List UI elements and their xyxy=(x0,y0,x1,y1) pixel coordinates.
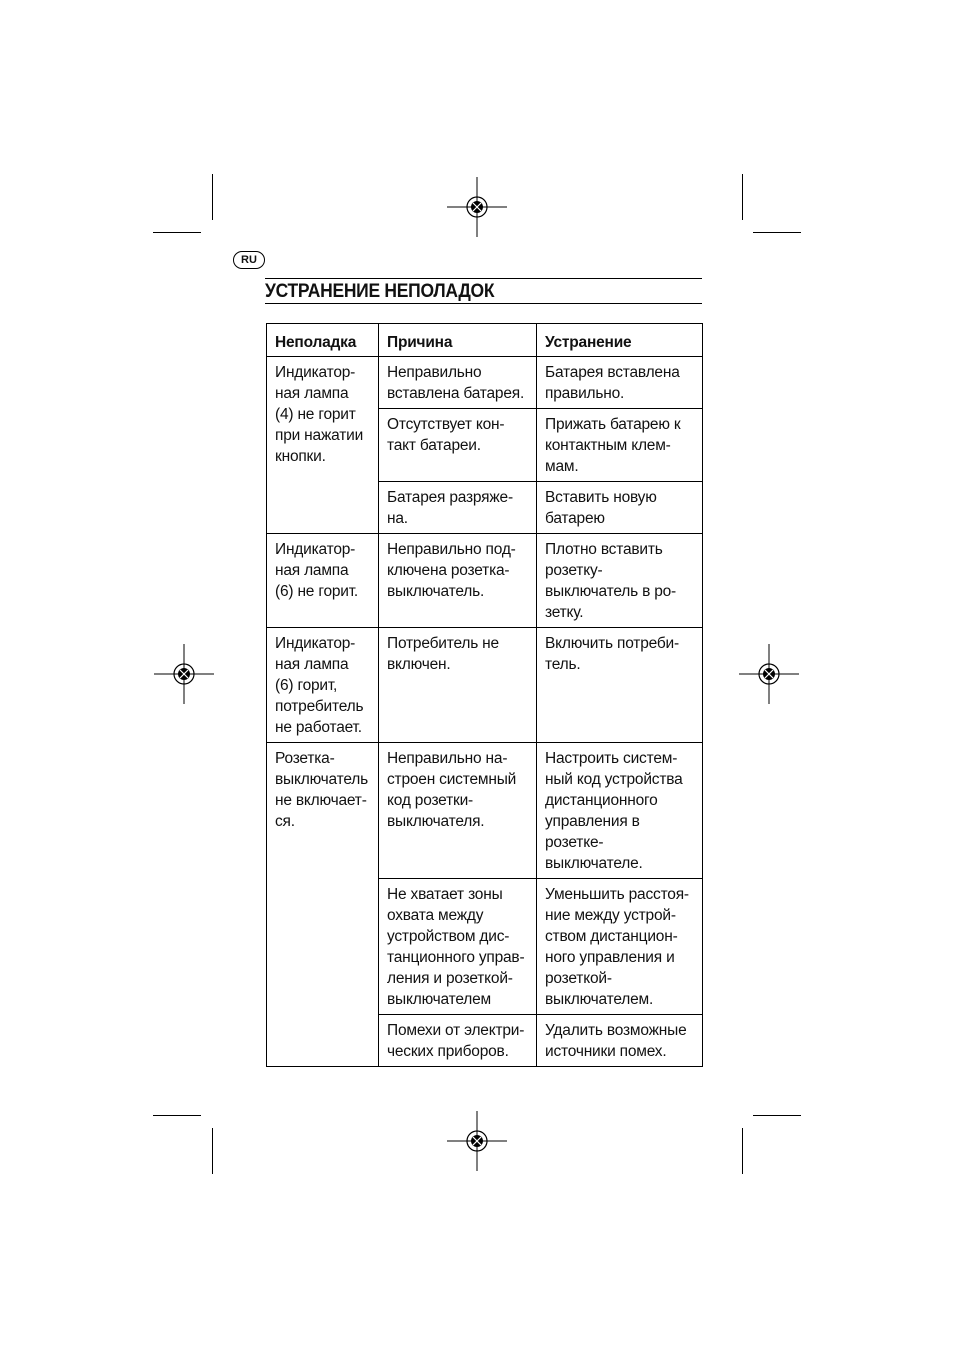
table-row xyxy=(267,743,703,879)
column-header-cause: Причина xyxy=(379,324,537,357)
section-title: УСТРАНЕНИЕ НЕПОЛАДОК xyxy=(265,281,495,302)
cause-cell: Неправильно на- строен системный код розетки- выключателя. xyxy=(379,743,537,879)
title-rule-bottom xyxy=(265,303,702,304)
remedy-cell: Батарея вставлена правильно. xyxy=(537,357,703,409)
remedy-cell: Включить потреби- тель. xyxy=(537,628,703,743)
crop-mark xyxy=(212,174,213,220)
table-row xyxy=(267,628,703,743)
registration-mark-icon xyxy=(447,1111,507,1171)
crop-mark xyxy=(742,174,743,220)
remedy-cell: Удалить возможные источники помех. xyxy=(537,1015,703,1067)
crop-mark xyxy=(153,232,201,233)
problem-cell: Индикатор- ная лампа (4) не горит при нажатии кнопки. xyxy=(267,357,379,534)
crop-mark xyxy=(753,232,801,233)
problem-cell: Индикатор- ная лампа (6) не горит. xyxy=(267,534,379,628)
remedy-cell: Настроить систем- ный код устройства дистанционного управления в розетке- выключателе. xyxy=(537,743,703,879)
crop-mark xyxy=(212,1128,213,1174)
remedy-cell: Уменьшить расстоя- ние между устрой- ством дистанцион- ного управления и розеткой- выключателем. xyxy=(537,879,703,1015)
cause-cell: Помехи от электри- ческих приборов. xyxy=(379,1015,537,1067)
table-row xyxy=(267,357,703,409)
crop-mark xyxy=(153,1115,201,1116)
remedy-cell: Плотно вставить розетку- выключатель в ро- зетку. xyxy=(537,534,703,628)
problem-cell: Индикатор- ная лампа (6) горит, потребитель не работает. xyxy=(267,628,379,743)
problem-cell: Розетка- выключатель не включает- ся. xyxy=(267,743,379,1067)
crop-mark xyxy=(753,1115,801,1116)
table-row xyxy=(267,534,703,628)
registration-mark-icon xyxy=(447,177,507,237)
title-rule-top xyxy=(265,278,702,279)
cause-cell: Батарея разряже- на. xyxy=(379,482,537,534)
table-header-row xyxy=(267,324,703,357)
registration-mark-icon xyxy=(154,644,214,704)
cause-cell: Не хватает зоны охвата между устройством дис- танционного управ- ления и розеткой- выключателем xyxy=(379,879,537,1015)
cause-cell: Неправильно под- ключена розетка- выключатель. xyxy=(379,534,537,628)
language-badge: RU xyxy=(233,251,265,269)
registration-mark-icon xyxy=(739,644,799,704)
remedy-cell: Прижать батарею к контактным клем- мам. xyxy=(537,409,703,482)
cause-cell: Потребитель не включен. xyxy=(379,628,537,743)
crop-mark xyxy=(742,1128,743,1174)
column-header-remedy: Устранение xyxy=(537,324,703,357)
cause-cell: Неправильно вставлена батарея. xyxy=(379,357,537,409)
troubleshooting-table xyxy=(266,323,703,1067)
column-header-problem: Неполадка xyxy=(267,324,379,357)
cause-cell: Отсутствует кон- такт батареи. xyxy=(379,409,537,482)
remedy-cell: Вставить новую батарею xyxy=(537,482,703,534)
